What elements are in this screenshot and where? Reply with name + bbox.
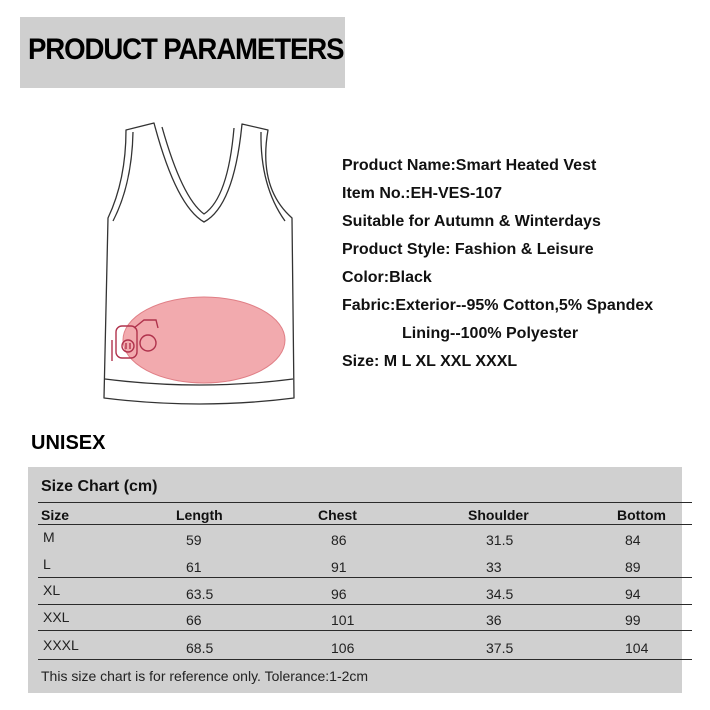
size-chart	[28, 467, 682, 693]
col-header-chest: Chest	[318, 507, 357, 523]
table-cell: 66	[186, 612, 202, 628]
spec-style: Product Style: Fashion & Leisure	[342, 241, 594, 258]
spec-fabric-exterior: Fabric:Exterior--95% Cotton,5% Spandex	[342, 297, 654, 314]
size-chart-title: Size Chart (cm)	[41, 478, 158, 495]
heating-zone	[123, 297, 285, 383]
table-cell: 59	[186, 532, 202, 548]
spec-fabric-lining: Lining--100% Polyester	[402, 325, 579, 342]
table-cell: XL	[43, 582, 61, 598]
table-cell: 84	[625, 532, 641, 548]
spec-item-no: Item No.:EH-VES-107	[342, 185, 503, 202]
divider	[38, 630, 692, 631]
spec-season: Suitable for Autumn & Winterdays	[342, 213, 601, 230]
vest-illustration	[96, 118, 304, 410]
table-cell: 61	[186, 559, 202, 575]
table-cell: 86	[331, 532, 347, 548]
col-header-length: Length	[176, 507, 223, 523]
table-cell: 37.5	[486, 640, 514, 656]
page-title: PRODUCT PARAMETERS	[28, 33, 344, 66]
table-cell: 34.5	[486, 586, 514, 602]
size-chart-note: This size chart is for reference only. Tolerance:1-2cm	[41, 668, 369, 684]
divider	[38, 502, 692, 503]
divider	[38, 659, 692, 660]
table-cell: L	[43, 556, 51, 572]
table-cell: 104	[625, 640, 649, 656]
divider	[38, 524, 692, 525]
table-cell: 91	[331, 559, 347, 575]
divider	[38, 577, 692, 578]
spec-color: Color:Black	[342, 269, 432, 286]
table-cell: 106	[331, 640, 355, 656]
table-cell: 36	[486, 612, 502, 628]
col-header-shoulder: Shoulder	[468, 507, 529, 523]
spec-sizes: Size: M L XL XXL XXXL	[342, 353, 518, 370]
table-cell: 63.5	[186, 586, 214, 602]
table-cell: 96	[331, 586, 347, 602]
spec-product-name: Product Name:Smart Heated Vest	[342, 157, 597, 174]
table-cell: XXXL	[43, 637, 79, 653]
table-cell: 101	[331, 612, 355, 628]
table-cell: 99	[625, 612, 641, 628]
unisex-label: UNISEX	[31, 432, 106, 454]
table-cell: 89	[625, 559, 641, 575]
table-cell: XXL	[43, 609, 70, 625]
table-cell: 31.5	[486, 532, 514, 548]
table-cell: 68.5	[186, 640, 214, 656]
product-specs	[342, 155, 702, 379]
table-cell: 94	[625, 586, 641, 602]
divider	[38, 604, 692, 605]
table-cell: M	[43, 529, 55, 545]
col-header-size: Size	[41, 507, 70, 523]
table-cell: 33	[486, 559, 502, 575]
col-header-bottom: Bottom	[617, 507, 666, 523]
